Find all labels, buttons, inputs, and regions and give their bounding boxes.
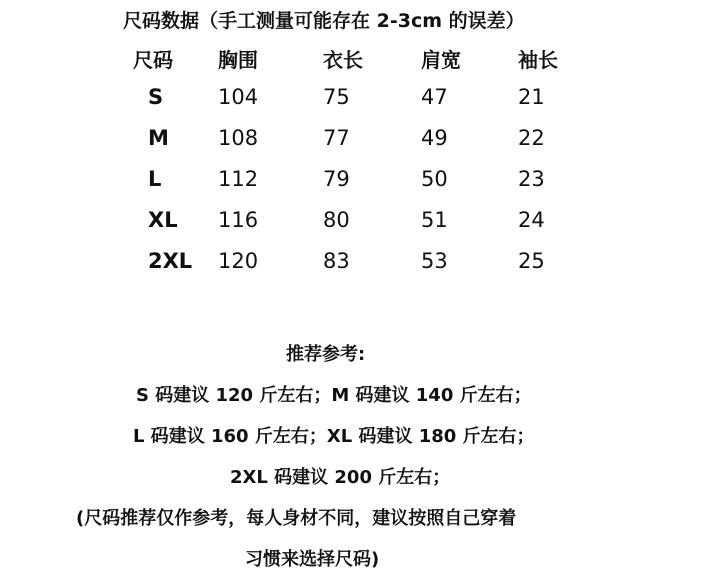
shoulder-cell: 51 bbox=[421, 208, 448, 232]
sleeve-cell: 25 bbox=[518, 249, 545, 273]
sleeve-cell: 21 bbox=[518, 85, 545, 109]
length-cell: 80 bbox=[323, 208, 350, 232]
chest-cell: 108 bbox=[218, 126, 259, 150]
length-cell: 79 bbox=[323, 167, 350, 191]
table-header-row bbox=[0, 44, 703, 81]
sleeve-cell: 24 bbox=[518, 208, 545, 232]
length-cell: 75 bbox=[323, 85, 350, 109]
length-cell: 77 bbox=[323, 126, 350, 150]
table-row bbox=[0, 204, 703, 245]
size-table bbox=[0, 44, 703, 286]
header-length: 衣长 bbox=[323, 48, 363, 72]
length-cell: 83 bbox=[323, 249, 350, 273]
header-chest: 胸围 bbox=[218, 48, 258, 72]
recommendation-note: (尺码推荐仅作参考，每人身材不同，建议按照自己穿着 bbox=[76, 508, 517, 529]
chest-cell: 104 bbox=[218, 85, 259, 109]
header-shoulder: 肩宽 bbox=[421, 48, 461, 72]
header-sleeve: 袖长 bbox=[518, 48, 558, 72]
size-cell: S bbox=[148, 85, 164, 109]
sleeve-cell: 23 bbox=[518, 167, 545, 191]
table-row bbox=[0, 245, 703, 286]
table-row bbox=[0, 163, 703, 204]
chest-cell: 112 bbox=[218, 167, 259, 191]
recommendation-line: S 码建议 120 斤左右；M 码建议 140 斤左右； bbox=[136, 385, 532, 406]
recommendation-section bbox=[0, 334, 703, 580]
size-cell: 2XL bbox=[148, 249, 193, 273]
header-size: 尺码 bbox=[133, 48, 173, 72]
size-chart-title: 尺码数据（手工测量可能存在 2-3cm 的误差） bbox=[123, 10, 525, 32]
shoulder-cell: 53 bbox=[421, 249, 448, 273]
shoulder-cell: 50 bbox=[421, 167, 448, 191]
sleeve-cell: 22 bbox=[518, 126, 545, 150]
chest-cell: 120 bbox=[218, 249, 259, 273]
table-row bbox=[0, 122, 703, 163]
table-row bbox=[0, 81, 703, 122]
shoulder-cell: 47 bbox=[421, 85, 448, 109]
recommendation-line: 2XL 码建议 200 斤左右； bbox=[230, 467, 451, 488]
size-cell: M bbox=[148, 126, 169, 150]
size-cell: L bbox=[148, 167, 162, 191]
recommendation-line: L 码建议 160 斤左右；XL 码建议 180 斤左右； bbox=[133, 426, 535, 447]
shoulder-cell: 49 bbox=[421, 126, 448, 150]
size-cell: XL bbox=[148, 208, 178, 232]
recommendation-heading: 推荐参考: bbox=[286, 344, 366, 365]
recommendation-note: 习惯来选择尺码) bbox=[245, 549, 380, 570]
chest-cell: 116 bbox=[218, 208, 259, 232]
